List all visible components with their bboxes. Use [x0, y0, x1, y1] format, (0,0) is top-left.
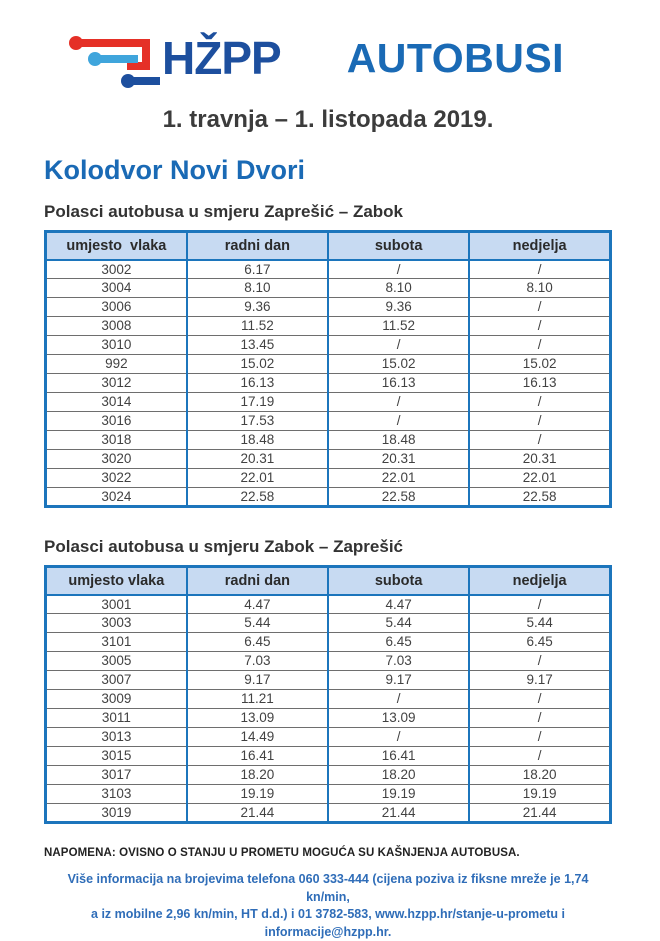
departure-time-cell: 9.17 [328, 671, 469, 690]
validity-date-range: 1. travnja – 1. listopada 2019. [162, 106, 494, 133]
departure-time-cell: 16.41 [328, 747, 469, 766]
departure-time-cell: 5.44 [187, 614, 328, 633]
departure-time-cell: / [469, 317, 610, 336]
table-row [46, 633, 611, 652]
table-row [46, 336, 611, 355]
contact-info [44, 871, 612, 941]
departure-time-cell: 22.58 [187, 488, 328, 507]
departure-time-cell: 9.36 [328, 298, 469, 317]
train-number-cell: 3003 [46, 614, 187, 633]
table-row [46, 374, 611, 393]
train-number-cell: 3011 [46, 709, 187, 728]
train-number-cell: 3008 [46, 317, 187, 336]
train-number-cell: 3024 [46, 488, 187, 507]
table-row [46, 690, 611, 709]
departure-time-cell: 21.44 [187, 804, 328, 823]
departure-time-cell: 6.17 [187, 260, 328, 279]
departure-time-cell: / [469, 690, 610, 709]
departure-time-cell: / [469, 709, 610, 728]
table-row [46, 804, 611, 823]
departure-time-cell: / [469, 260, 610, 279]
departure-time-cell: 6.45 [469, 633, 610, 652]
departure-time-cell: 16.41 [187, 747, 328, 766]
departure-time-cell: 20.31 [187, 450, 328, 469]
table-row [46, 728, 611, 747]
contact-line-1: Više informacija na brojevima telefona 060 333-444 (cijena poziva iz fiksne mreže je 1,74 kn/min, [67, 872, 589, 904]
departure-time-cell: 11.21 [187, 690, 328, 709]
train-number-cell: 3006 [46, 298, 187, 317]
contact-line-2: a iz mobilne 2,96 kn/min, HT d.d.) i 01 3782-583, www.hzpp.hr/stanje-u-prometu i informacije@hzpp.hr. [91, 907, 565, 939]
train-number-cell: 3015 [46, 747, 187, 766]
table-row [46, 614, 611, 633]
departure-time-cell: 8.10 [469, 279, 610, 298]
table-row [46, 671, 611, 690]
departure-time-cell: / [469, 412, 610, 431]
table-row [46, 450, 611, 469]
departure-time-cell: / [328, 393, 469, 412]
masthead [44, 26, 612, 90]
departure-time-cell: 18.20 [469, 766, 610, 785]
delay-note: NAPOMENA: OVISNO O STANJU U PROMETU MOGUĆA SU KAŠNJENJA AUTOBUSA. [44, 847, 520, 859]
departure-time-cell: 19.19 [187, 785, 328, 804]
departure-time-cell: 17.19 [187, 393, 328, 412]
departure-time-cell: / [328, 336, 469, 355]
table-row [46, 317, 611, 336]
departure-time-cell: 22.58 [328, 488, 469, 507]
departure-time-cell: 7.03 [328, 652, 469, 671]
column-header: subota [328, 232, 469, 260]
train-number-cell: 3020 [46, 450, 187, 469]
train-number-cell: 3019 [46, 804, 187, 823]
departure-time-cell: / [469, 431, 610, 450]
column-header: nedjelja [469, 567, 610, 595]
train-number-cell: 3001 [46, 595, 187, 614]
train-number-cell: 3017 [46, 766, 187, 785]
departure-time-cell: 9.17 [187, 671, 328, 690]
table-row [46, 298, 611, 317]
departure-time-cell: 16.13 [187, 374, 328, 393]
station-title: Kolodvor Novi Dvori [44, 155, 306, 185]
train-number-cell: 3013 [46, 728, 187, 747]
train-number-cell: 3014 [46, 393, 187, 412]
column-header: radni dan [187, 232, 328, 260]
departure-time-cell: / [328, 728, 469, 747]
departure-time-cell: / [469, 728, 610, 747]
train-number-cell: 3004 [46, 279, 187, 298]
departure-time-cell: 8.10 [328, 279, 469, 298]
departure-time-cell: 20.31 [469, 450, 610, 469]
departure-time-cell: 21.44 [469, 804, 610, 823]
departure-time-cell: 5.44 [469, 614, 610, 633]
train-number-cell: 3018 [46, 431, 187, 450]
table-row [46, 260, 611, 279]
departure-time-cell: 4.47 [328, 595, 469, 614]
departure-time-cell: 20.31 [328, 450, 469, 469]
timetable-zabok-zapresic [44, 565, 612, 824]
departure-time-cell: / [469, 652, 610, 671]
departure-time-cell: 13.45 [187, 336, 328, 355]
train-number-cell: 3007 [46, 671, 187, 690]
train-number-cell: 3012 [46, 374, 187, 393]
train-number-cell: 3005 [46, 652, 187, 671]
table-row [46, 652, 611, 671]
departure-time-cell: 11.52 [328, 317, 469, 336]
departure-time-cell: 7.03 [187, 652, 328, 671]
departure-time-cell: 18.20 [328, 766, 469, 785]
timetable-header [46, 567, 611, 595]
table-row [46, 431, 611, 450]
table-row [46, 709, 611, 728]
departure-time-cell: 21.44 [328, 804, 469, 823]
hzpp-logo [68, 28, 281, 88]
departure-time-cell: 16.13 [469, 374, 610, 393]
departure-time-cell: 22.58 [469, 488, 610, 507]
train-number-cell: 3016 [46, 412, 187, 431]
departure-time-cell: 6.45 [187, 633, 328, 652]
departure-time-cell: 22.01 [328, 469, 469, 488]
timetable-header [46, 232, 611, 260]
departure-time-cell: 11.52 [187, 317, 328, 336]
departure-time-cell: 13.09 [187, 709, 328, 728]
departure-time-cell: 17.53 [187, 412, 328, 431]
departure-time-cell: 6.45 [328, 633, 469, 652]
departure-time-cell: 19.19 [328, 785, 469, 804]
column-header: umjesto vlaka [46, 232, 187, 260]
brand-wordmark: HŽPP [162, 32, 281, 84]
departure-time-cell: / [469, 747, 610, 766]
timetable-zapresic-zabok [44, 230, 612, 508]
column-header: umjesto vlaka [46, 567, 187, 595]
table-row [46, 412, 611, 431]
column-header: nedjelja [469, 232, 610, 260]
table-row [46, 785, 611, 804]
column-header: radni dan [187, 567, 328, 595]
document-title: AUTOBUSI [346, 34, 565, 81]
table-row [46, 393, 611, 412]
departure-time-cell: 4.47 [187, 595, 328, 614]
train-number-cell: 3009 [46, 690, 187, 709]
departure-time-cell: / [469, 393, 610, 412]
departure-time-cell: 8.10 [187, 279, 328, 298]
train-number-cell: 3002 [46, 260, 187, 279]
departure-time-cell: 15.02 [187, 355, 328, 374]
column-header: subota [328, 567, 469, 595]
departure-time-cell: 14.49 [187, 728, 328, 747]
train-number-cell: 3101 [46, 633, 187, 652]
table-row [46, 595, 611, 614]
table-row [46, 488, 611, 507]
table-row [46, 766, 611, 785]
table-row [46, 355, 611, 374]
departure-time-cell: 13.09 [328, 709, 469, 728]
departure-time-cell: 18.48 [187, 431, 328, 450]
departure-time-cell: 16.13 [328, 374, 469, 393]
departure-time-cell: 22.01 [187, 469, 328, 488]
departure-time-cell: / [328, 412, 469, 431]
train-number-cell: 3103 [46, 785, 187, 804]
departure-time-cell: / [328, 260, 469, 279]
departure-time-cell: 22.01 [469, 469, 610, 488]
departure-time-cell: 15.02 [328, 355, 469, 374]
departure-time-cell: 18.48 [328, 431, 469, 450]
departure-time-cell: / [469, 595, 610, 614]
table-row [46, 469, 611, 488]
departure-time-cell: / [469, 336, 610, 355]
direction-caption-zapresic-zabok: Polasci autobusa u smjeru Zaprešić – Zabok [44, 202, 404, 221]
departure-time-cell: 18.20 [187, 766, 328, 785]
departure-time-cell: 9.17 [469, 671, 610, 690]
hzpp-rail-lines-icon [68, 28, 160, 88]
departure-time-cell: 19.19 [469, 785, 610, 804]
train-number-cell: 992 [46, 355, 187, 374]
departure-time-cell: / [328, 690, 469, 709]
departure-time-cell: 9.36 [187, 298, 328, 317]
departure-time-cell: 15.02 [469, 355, 610, 374]
departure-time-cell: / [469, 298, 610, 317]
train-number-cell: 3022 [46, 469, 187, 488]
train-number-cell: 3010 [46, 336, 187, 355]
departure-time-cell: 5.44 [328, 614, 469, 633]
table-row [46, 747, 611, 766]
table-row [46, 279, 611, 298]
direction-caption-zabok-zapresic: Polasci autobusa u smjeru Zabok – Zaprešić [44, 537, 404, 556]
